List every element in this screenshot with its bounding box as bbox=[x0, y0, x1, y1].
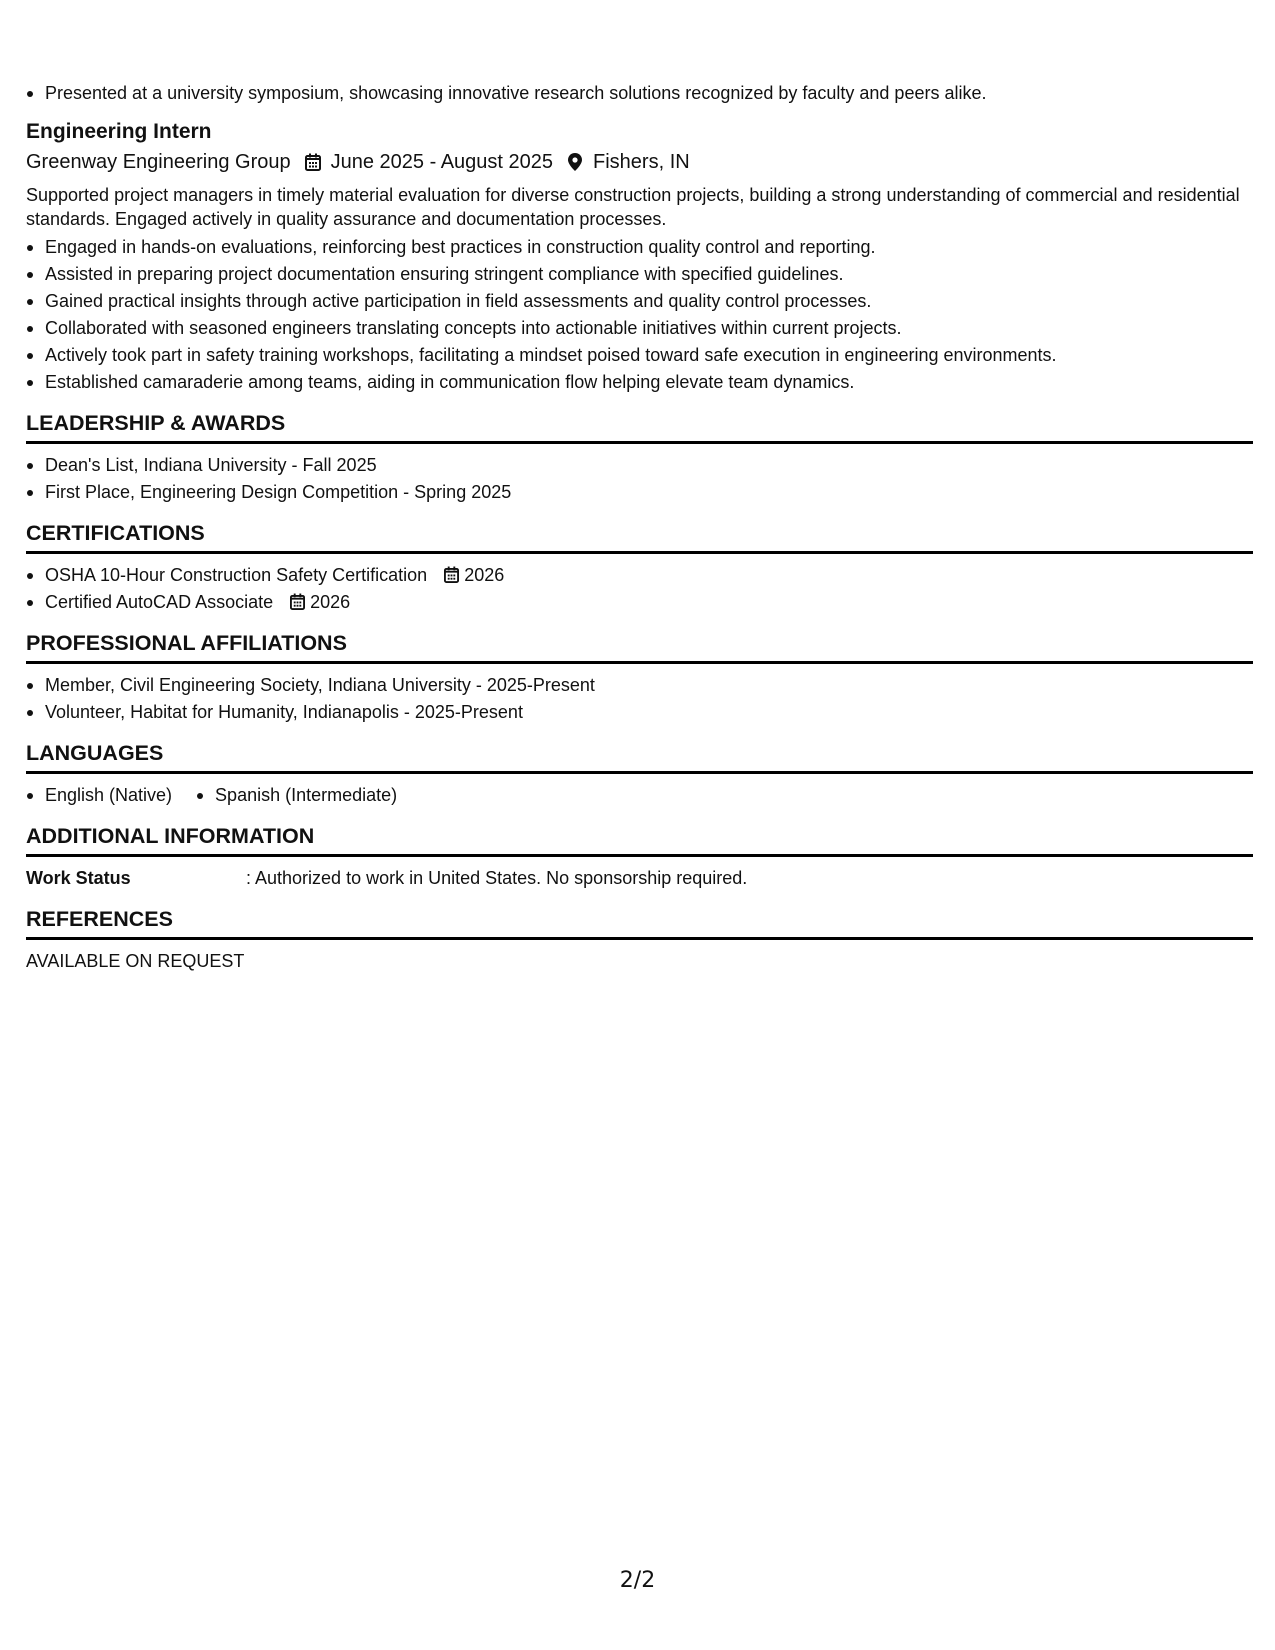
list-item: Presented at a university symposium, showcasing innovative research solutions recognized by faculty and peers alike. bbox=[26, 80, 1253, 107]
list-item: English (Native) bbox=[26, 782, 172, 809]
references-text: AVAILABLE ON REQUEST bbox=[26, 951, 245, 971]
list-item bbox=[26, 562, 1253, 589]
job-bullets bbox=[26, 234, 1253, 396]
section-title: ADDITIONAL INFORMATION bbox=[26, 822, 1253, 857]
list-item bbox=[26, 589, 1253, 616]
certification-year: 2026 bbox=[464, 565, 505, 585]
job-entry bbox=[26, 117, 1253, 396]
section-title: CERTIFICATIONS bbox=[26, 519, 1253, 554]
calendar-icon bbox=[305, 153, 321, 171]
list-item: Actively took part in safety training workshops, facilitating a mindset poised toward safe execution in engineering environments. bbox=[26, 342, 1253, 369]
section-title: LEADERSHIP & AWARDS bbox=[26, 409, 1253, 444]
references-section bbox=[26, 905, 1253, 974]
job-title: Engineering Intern bbox=[26, 120, 212, 143]
list-item: Established camaraderie among teams, aiding in communication flow helping elevate team dynamics. bbox=[26, 369, 1253, 396]
certification-name: OSHA 10-Hour Construction Safety Certification bbox=[45, 565, 428, 585]
calendar-icon bbox=[444, 566, 459, 583]
work-status-label: Work Status bbox=[26, 868, 131, 888]
list-item: First Place, Engineering Design Competition - Spring 2025 bbox=[26, 479, 1253, 506]
leadership-section bbox=[26, 409, 1253, 506]
list-item: Member, Civil Engineering Society, Indiana University - 2025-Present bbox=[26, 672, 1253, 699]
work-status-row bbox=[26, 865, 1253, 892]
list-item: Gained practical insights through active participation in field assessments and quality control processes. bbox=[26, 288, 1253, 315]
list-item: Assisted in preparing project documentation ensuring stringent compliance with specified guidelines. bbox=[26, 261, 1253, 288]
affiliations-section bbox=[26, 629, 1253, 726]
work-status-value: : Authorized to work in United States. No sponsorship required. bbox=[246, 868, 748, 888]
resume-page-2 bbox=[26, 0, 1253, 974]
map-pin-icon bbox=[567, 153, 583, 171]
certification-name: Certified AutoCAD Associate bbox=[45, 592, 274, 612]
company-name: Greenway Engineering Group bbox=[26, 151, 291, 173]
certifications-section bbox=[26, 519, 1253, 616]
list-item: Collaborated with seasoned engineers translating concepts into actionable initiatives within current projects. bbox=[26, 315, 1253, 342]
page-number: 2/2 bbox=[619, 1568, 656, 1593]
list-item: Volunteer, Habitat for Humanity, Indianapolis - 2025-Present bbox=[26, 699, 1253, 726]
section-title: PROFESSIONAL AFFILIATIONS bbox=[26, 629, 1253, 664]
calendar-icon bbox=[290, 593, 305, 610]
list-item: Engaged in hands-on evaluations, reinforcing best practices in construction quality control and reporting. bbox=[26, 234, 1253, 261]
job-dates: June 2025 - August 2025 bbox=[330, 151, 554, 173]
section-title: REFERENCES bbox=[26, 905, 1253, 940]
job-meta bbox=[26, 147, 1253, 177]
job-location: Fishers, IN bbox=[593, 151, 690, 173]
list-item: Spanish (Intermediate) bbox=[196, 782, 397, 809]
job-summary: Supported project managers in timely material evaluation for diverse construction projects, building a strong understanding of commercial and residential standards. Engaged actively in quality assurance and documentation processes. bbox=[26, 185, 1240, 229]
experience-bullets-continued bbox=[26, 80, 1253, 107]
additional-info-section bbox=[26, 822, 1253, 892]
languages-section bbox=[26, 739, 1253, 809]
section-title: LANGUAGES bbox=[26, 739, 1253, 774]
certification-year: 2026 bbox=[310, 592, 351, 612]
list-item: Dean's List, Indiana University - Fall 2025 bbox=[26, 452, 1253, 479]
